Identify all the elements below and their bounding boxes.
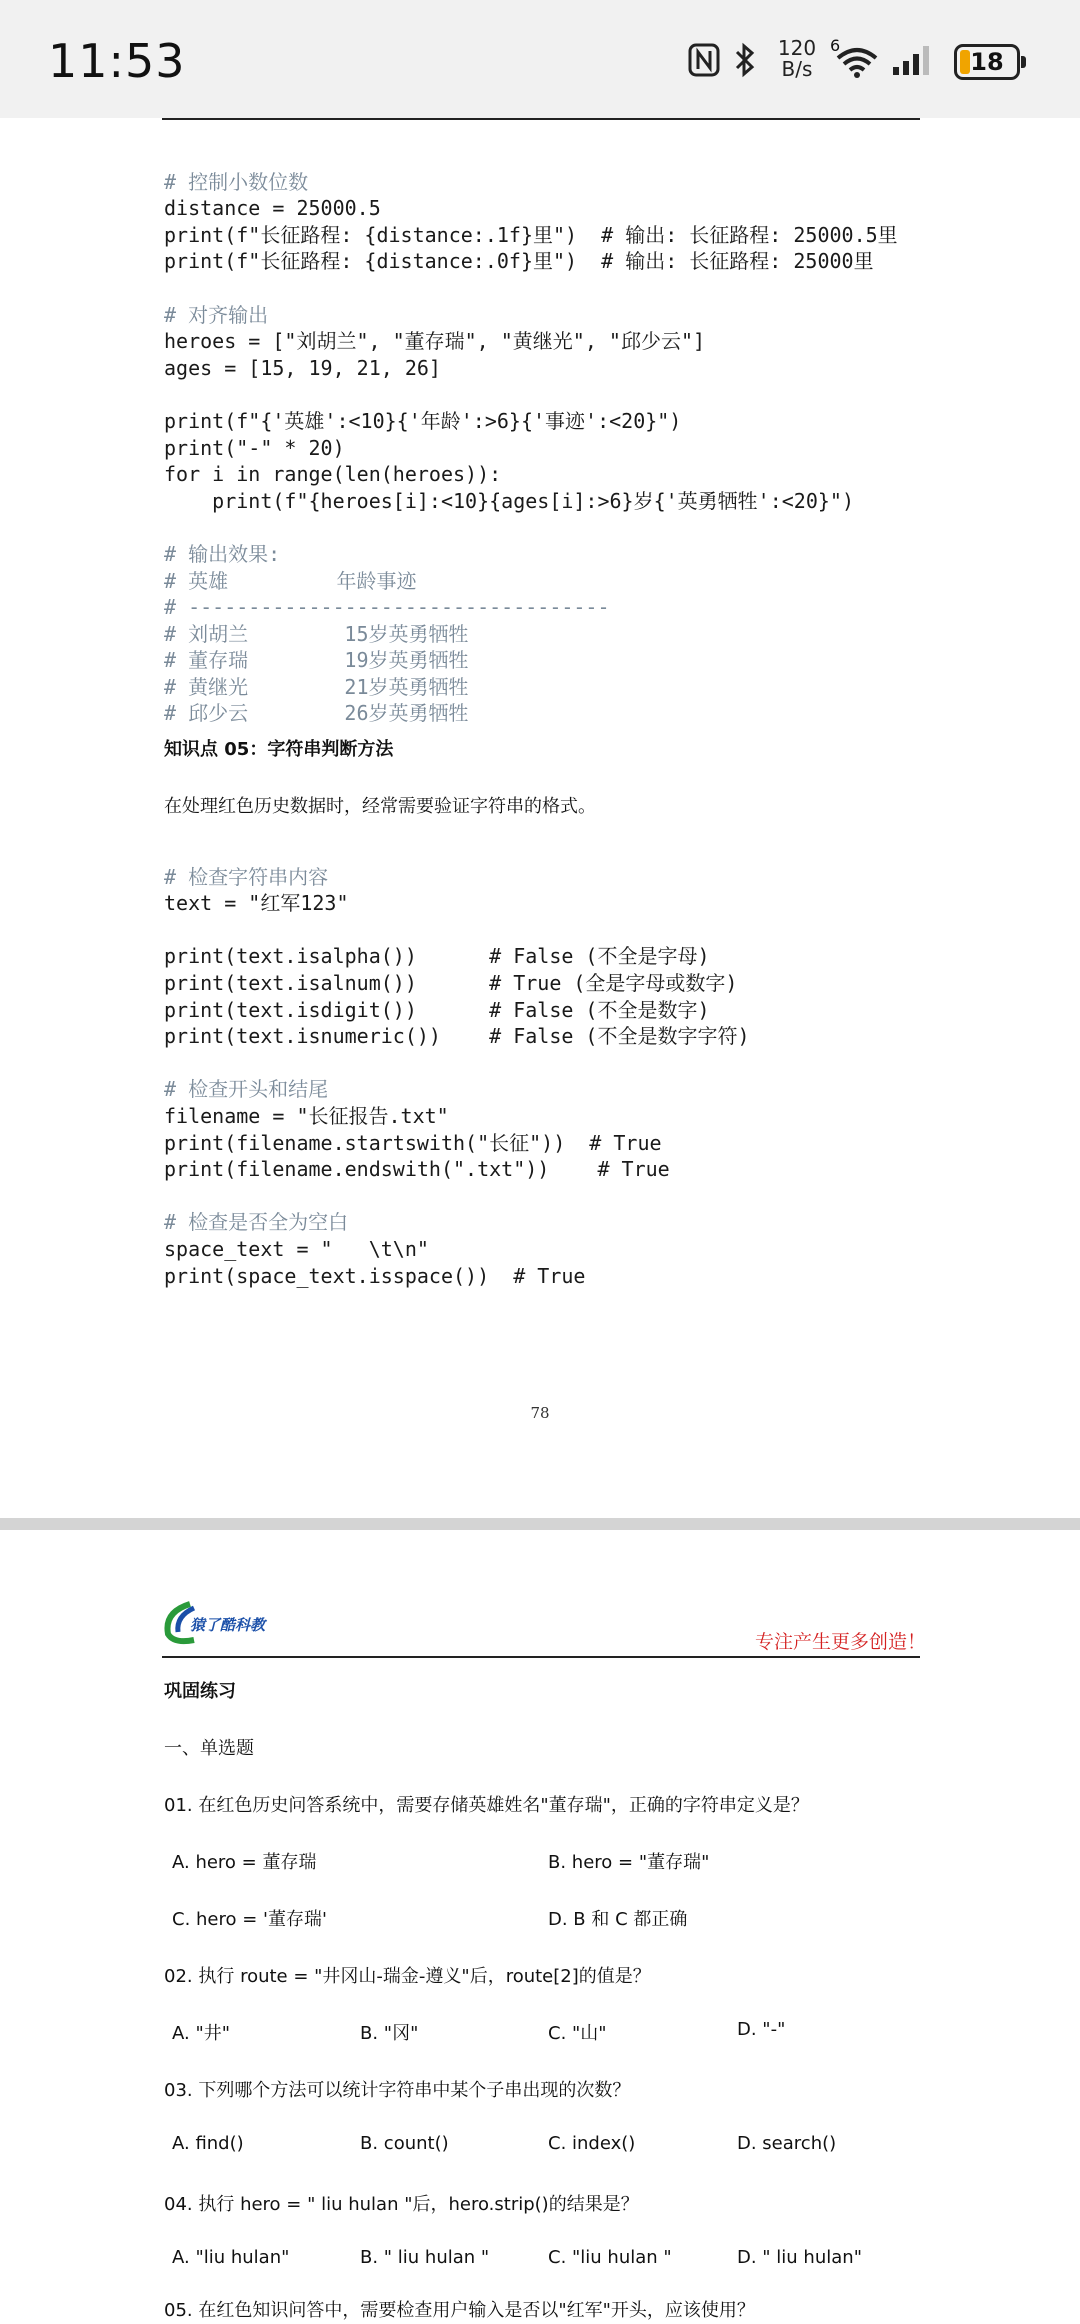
code-line: # 邱少云 26岁英勇牺牲	[164, 701, 469, 726]
code-line: print(text.isalnum()) # True (全是字母或数字)	[164, 970, 738, 995]
page-header-rule-2	[162, 1656, 920, 1658]
battery-level: 18	[970, 48, 1004, 76]
page-header-rule	[162, 118, 920, 120]
question-option: D. "-"	[737, 2019, 786, 2040]
code-block-2	[164, 837, 750, 1316]
code-block-1	[164, 142, 898, 754]
code-line	[164, 1183, 750, 1210]
code-line	[164, 917, 750, 944]
slogan: 专注产生更多创造！	[754, 1631, 926, 1653]
code-line: space_text = " \t\n"	[164, 1236, 429, 1261]
code-line	[164, 1050, 750, 1077]
code-line: # 检查字符串内容	[164, 864, 329, 889]
exercise-heading: 巩固练习	[164, 1681, 236, 1702]
code-line: print(f"长征路程: {distance:.0f}里") # 输出: 长征路程: 25000里	[164, 249, 874, 274]
code-line: # 控制小数位数	[164, 169, 309, 194]
exercise-subheading: 一、单选题	[164, 1738, 254, 1759]
code-line: print(text.isnumeric()) # False (不全是数字字符)	[164, 1024, 750, 1049]
status-time: 11:53	[48, 34, 186, 88]
question-option: B. " liu hulan "	[360, 2247, 490, 2268]
code-line	[164, 514, 898, 541]
question-option: A. hero = 董存瑞	[172, 1852, 317, 1873]
battery-icon	[954, 44, 1020, 80]
wifi-badge: 6	[830, 36, 841, 55]
question-option: A. find()	[172, 2133, 244, 2154]
question-stem: 03. 下列哪个方法可以统计字符串中某个子串出现的次数？	[164, 2080, 631, 2101]
code-line: # 检查是否全为空白	[164, 1210, 349, 1235]
code-line: # 黄继光 21岁英勇牺牲	[164, 674, 469, 699]
question-option: B. hero = "董存瑞"	[548, 1852, 710, 1873]
question-option: A. "liu hulan"	[172, 2247, 290, 2268]
question-stem: 04. 执行 hero = " liu hulan "后，hero.strip()的结果是？	[164, 2194, 639, 2215]
code-line: text = "红军123"	[164, 891, 349, 916]
logo-text: 猿了酷科教	[190, 1616, 266, 1634]
question-option: D. " liu hulan"	[737, 2247, 862, 2268]
code-line: # -----------------------------------	[164, 595, 610, 620]
nfc-icon	[686, 40, 722, 80]
code-line: print(filename.endswith(".txt")) # True	[164, 1157, 670, 1182]
network-speed	[772, 38, 822, 80]
code-line: # 对齐输出	[164, 302, 269, 327]
bluetooth-icon	[730, 40, 760, 80]
network-speed-unit: B/s	[781, 57, 813, 81]
question-option: B. count()	[360, 2133, 449, 2154]
code-line	[164, 381, 898, 408]
question-option: D. search()	[737, 2133, 837, 2154]
code-line: print(space_text.isspace()) # True	[164, 1263, 586, 1288]
code-line: print("-" * 20)	[164, 435, 345, 460]
wifi-icon	[830, 36, 884, 80]
code-line: print(f"{'英雄':<10}{'年龄':>6}{'事迹':<20}")	[164, 408, 682, 433]
code-line: print(text.isalpha()) # False (不全是字母)	[164, 944, 710, 969]
code-line: # 英雄 年龄事迹	[164, 568, 417, 593]
question-stem: 05. 在红色知识问答中，需要检查用户输入是否以"红军"开头，应该使用？	[164, 2300, 755, 2321]
question-option: B. "冈"	[360, 2023, 419, 2044]
network-speed-value: 120	[777, 36, 817, 60]
signal-icon	[890, 40, 936, 80]
code-line: # 刘胡兰 15岁英勇牺牲	[164, 621, 469, 646]
code-line: for i in range(len(heroes)):	[164, 462, 502, 487]
question-stem: 01. 在红色历史问答系统中，需要存储英雄姓名"董存瑞"，正确的字符串定义是？	[164, 1795, 809, 1816]
question-option: C. "山"	[548, 2023, 607, 2044]
question-option: C. hero = '董存瑞'	[172, 1909, 327, 1930]
section-05-title: 知识点 05：字符串判断方法	[164, 739, 394, 760]
code-line	[164, 275, 898, 302]
code-line: # 检查开头和结尾	[164, 1077, 329, 1102]
code-line: print(filename.startswith("长征")) # True	[164, 1130, 662, 1155]
code-line: # 输出效果:	[164, 541, 281, 566]
question-option: D. B 和 C 都正确	[548, 1909, 688, 1930]
question-stem: 02. 执行 route = "井冈山-瑞金-遵义"后，route[2]的值是？	[164, 1966, 651, 1987]
question-option: C. "liu hulan "	[548, 2247, 672, 2268]
section-05-intro: 在处理红色历史数据时，经常需要验证字符串的格式。	[164, 796, 596, 817]
code-line: ages = [15, 19, 21, 26]	[164, 355, 441, 380]
question-option: A. "井"	[172, 2023, 230, 2044]
page-number: 78	[530, 1404, 550, 1422]
code-line: distance = 25000.5	[164, 196, 381, 221]
code-line: # 董存瑞 19岁英勇牺牲	[164, 648, 469, 673]
question-option: C. index()	[548, 2133, 636, 2154]
code-line: print(text.isdigit()) # False (不全是数字)	[164, 997, 710, 1022]
code-line: print(f"长征路程: {distance:.1f}里") # 输出: 长征路程: 25000.5里	[164, 222, 898, 247]
status-bar	[0, 0, 1080, 118]
code-line: filename = "长征报告.txt"	[164, 1103, 449, 1128]
code-line: print(f"{heroes[i]:<10}{ages[i]:>6}岁{'英勇牺牲':<20}")	[164, 488, 855, 513]
page-separator	[0, 1518, 1080, 1530]
code-line: heroes = ["刘胡兰", "董存瑞", "黄继光", "邱少云"]	[164, 329, 706, 354]
